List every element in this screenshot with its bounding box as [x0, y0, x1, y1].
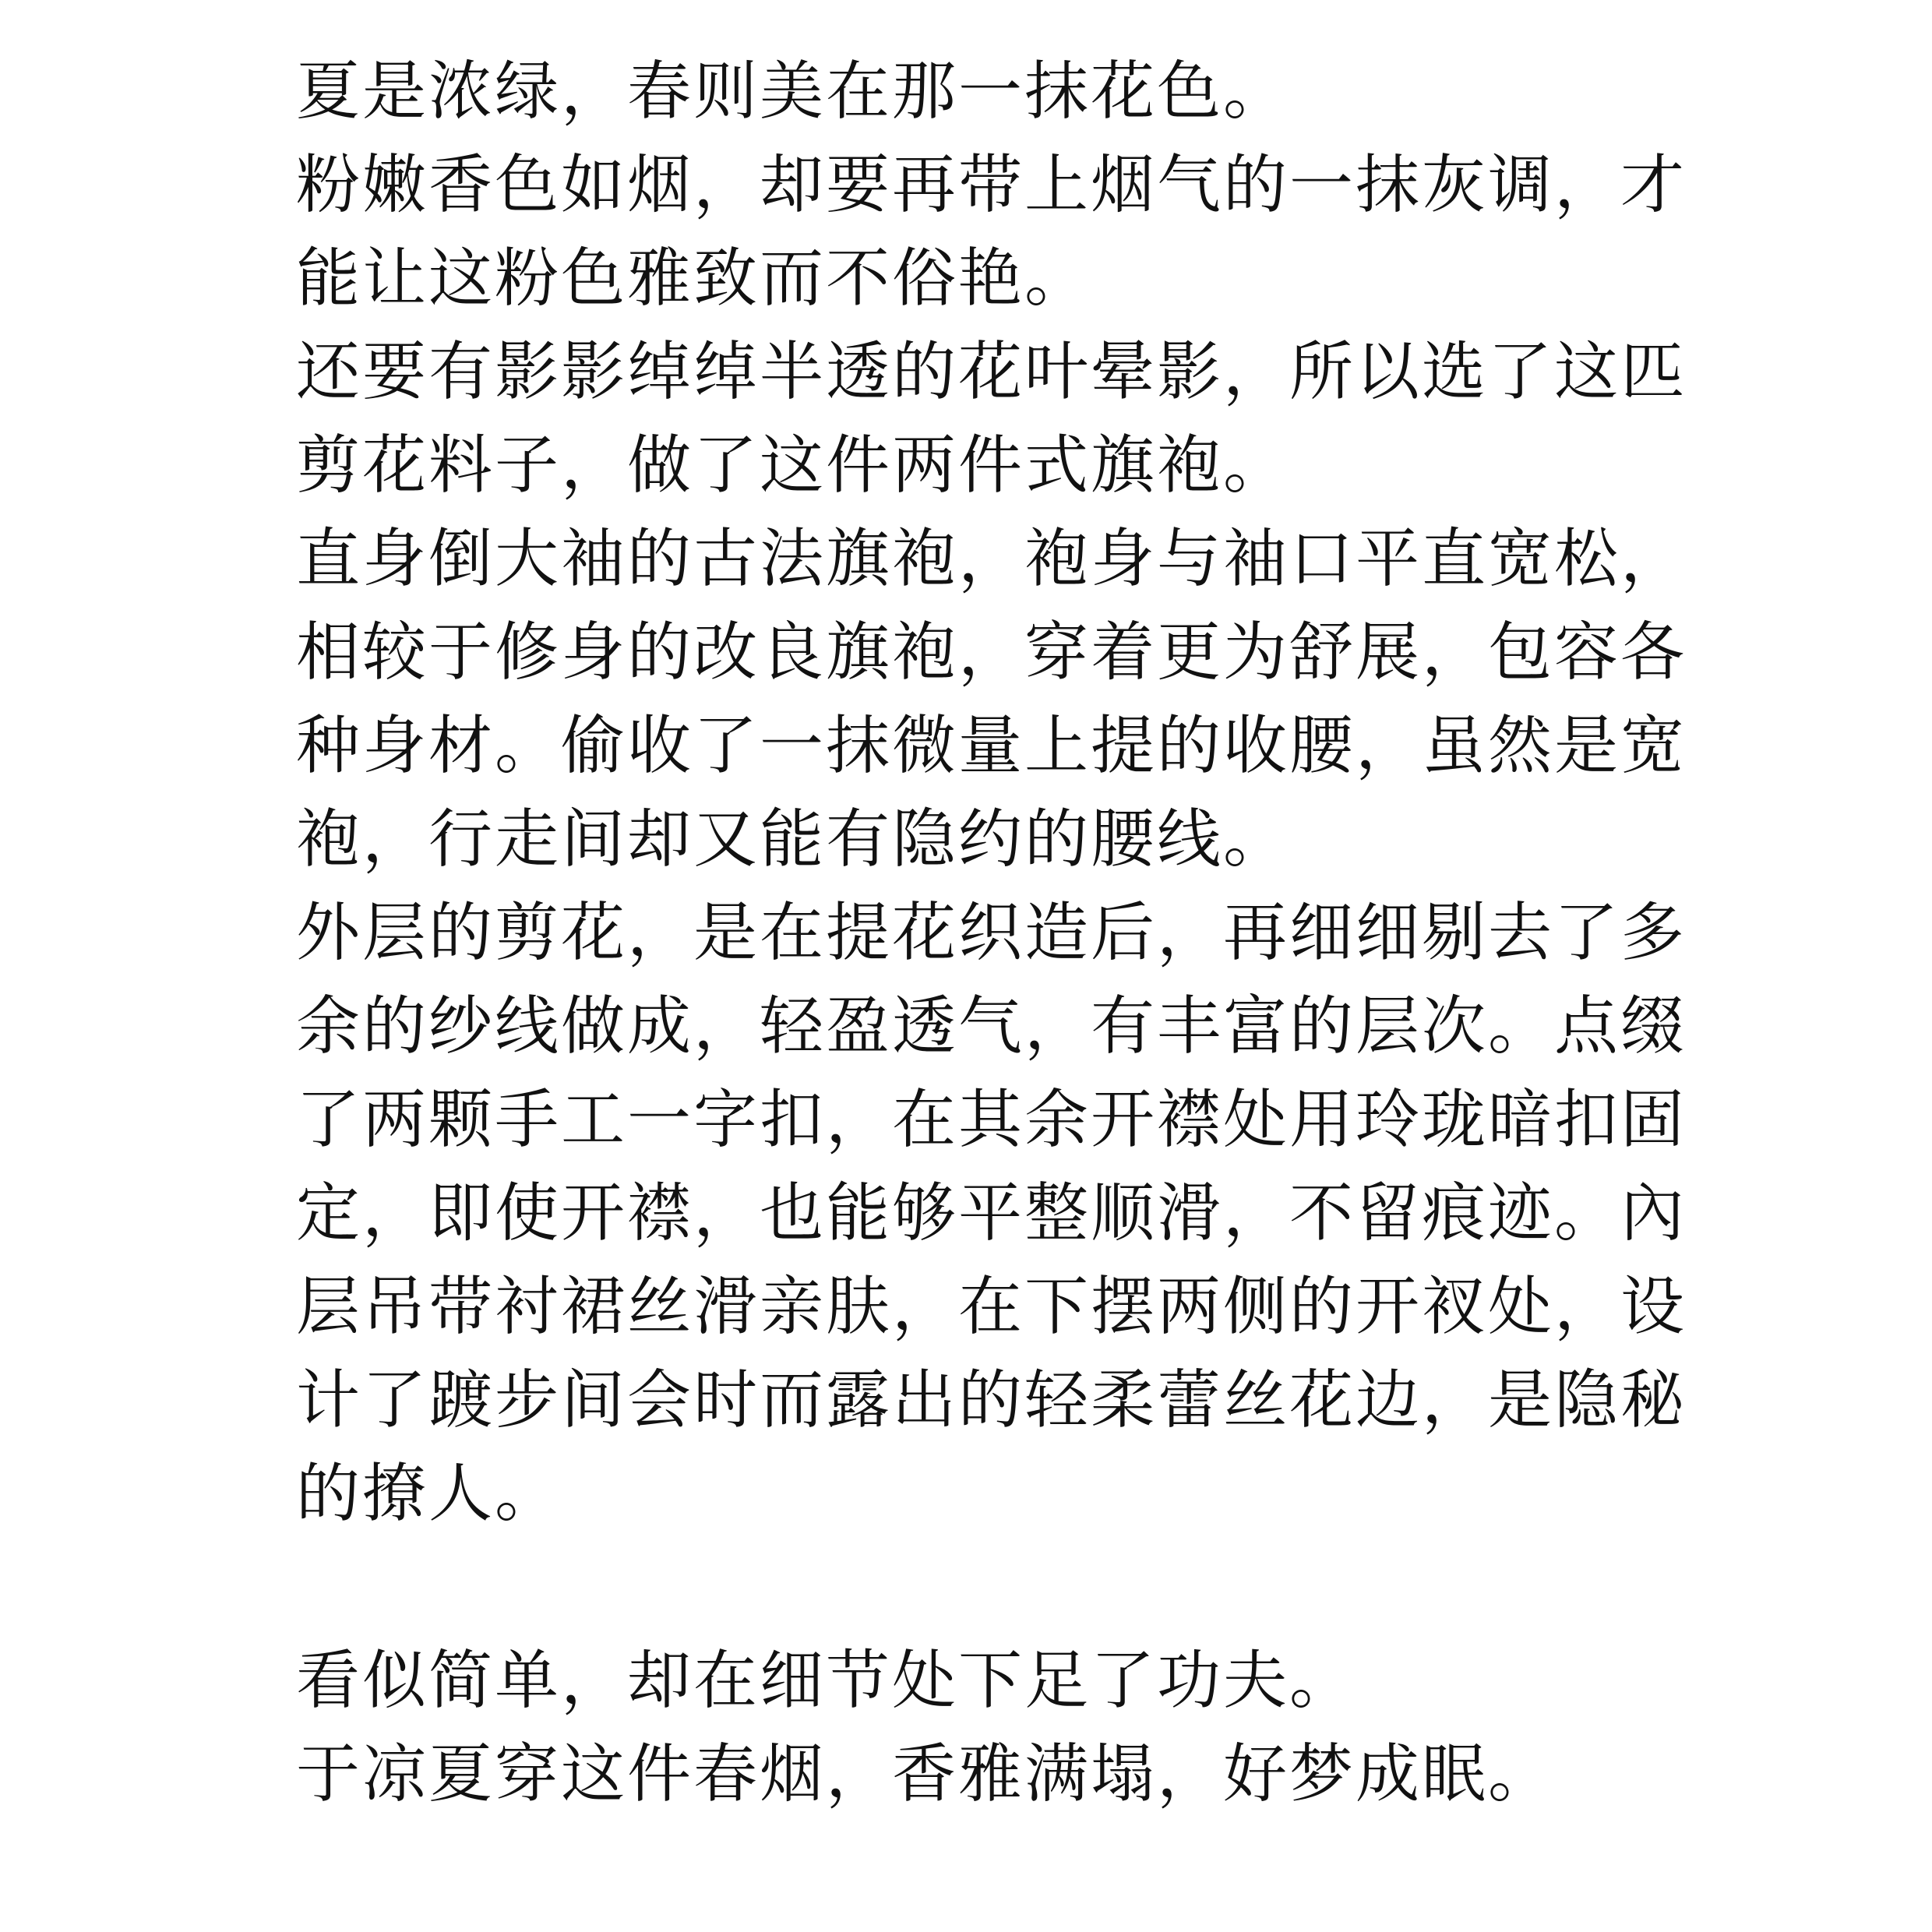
text-line: 的撩人。 — [296, 1457, 562, 1531]
text-line: 层吊带衬裙丝滑亲肤，在下摆两侧的开衩处，设 — [296, 1270, 1687, 1344]
text-line: 看似简单，却在细节处下足了功夫。 — [296, 1644, 1356, 1718]
text-line: 剪花料子，做了这件两件式旗袍。 — [296, 428, 1290, 502]
text-line: 计了踱步间会时而露出的轻柔蕾丝花边，是隐秘 — [296, 1363, 1687, 1437]
text-line: 能让这粉色雅致而不俗艳。 — [296, 242, 1091, 316]
body-text — [296, 45, 1687, 1821]
text-line: 还要有影影绰绰半透的花叶晕影，所以选了这匹 — [296, 335, 1687, 409]
text-line: 定，即使开襟，也能够平整顺滑，不留痕迹。內 — [296, 1176, 1687, 1250]
paragraph-spacer — [296, 1541, 1636, 1634]
text-line: 外层的剪花，是在提花织造后，再细细剔去了多 — [296, 896, 1687, 970]
text-line: 余的纱线做成，轻盈透气，有丰富的层次。点缀 — [296, 989, 1687, 1063]
text-line: 种身材。偷收了一抹微量上提的收腰，虽然是宽 — [296, 709, 1687, 783]
text-line: 相较于修身的改良旗袍，穿着更为舒展，包容各 — [296, 615, 1687, 689]
text-line: 粉嫩香色如烟，却要再带上烟气的一抹灰调，才 — [296, 148, 1687, 222]
text-line: 袍，行走间却又能有隐约的腰线。 — [296, 802, 1290, 876]
text-line: 了两颗手工一字扣，在其余开襟处用玲珑暗扣固 — [296, 1083, 1687, 1157]
text-line: 于凉夏穿这件春烟，香雅满塌，好梦成眠。 — [296, 1737, 1555, 1811]
text-line: 夏是浓绿，春则美在那一抹花色。 — [296, 55, 1290, 129]
text-line: 直身倒大袖的古法旗袍，袍身与袖口平直宽松， — [296, 522, 1687, 596]
